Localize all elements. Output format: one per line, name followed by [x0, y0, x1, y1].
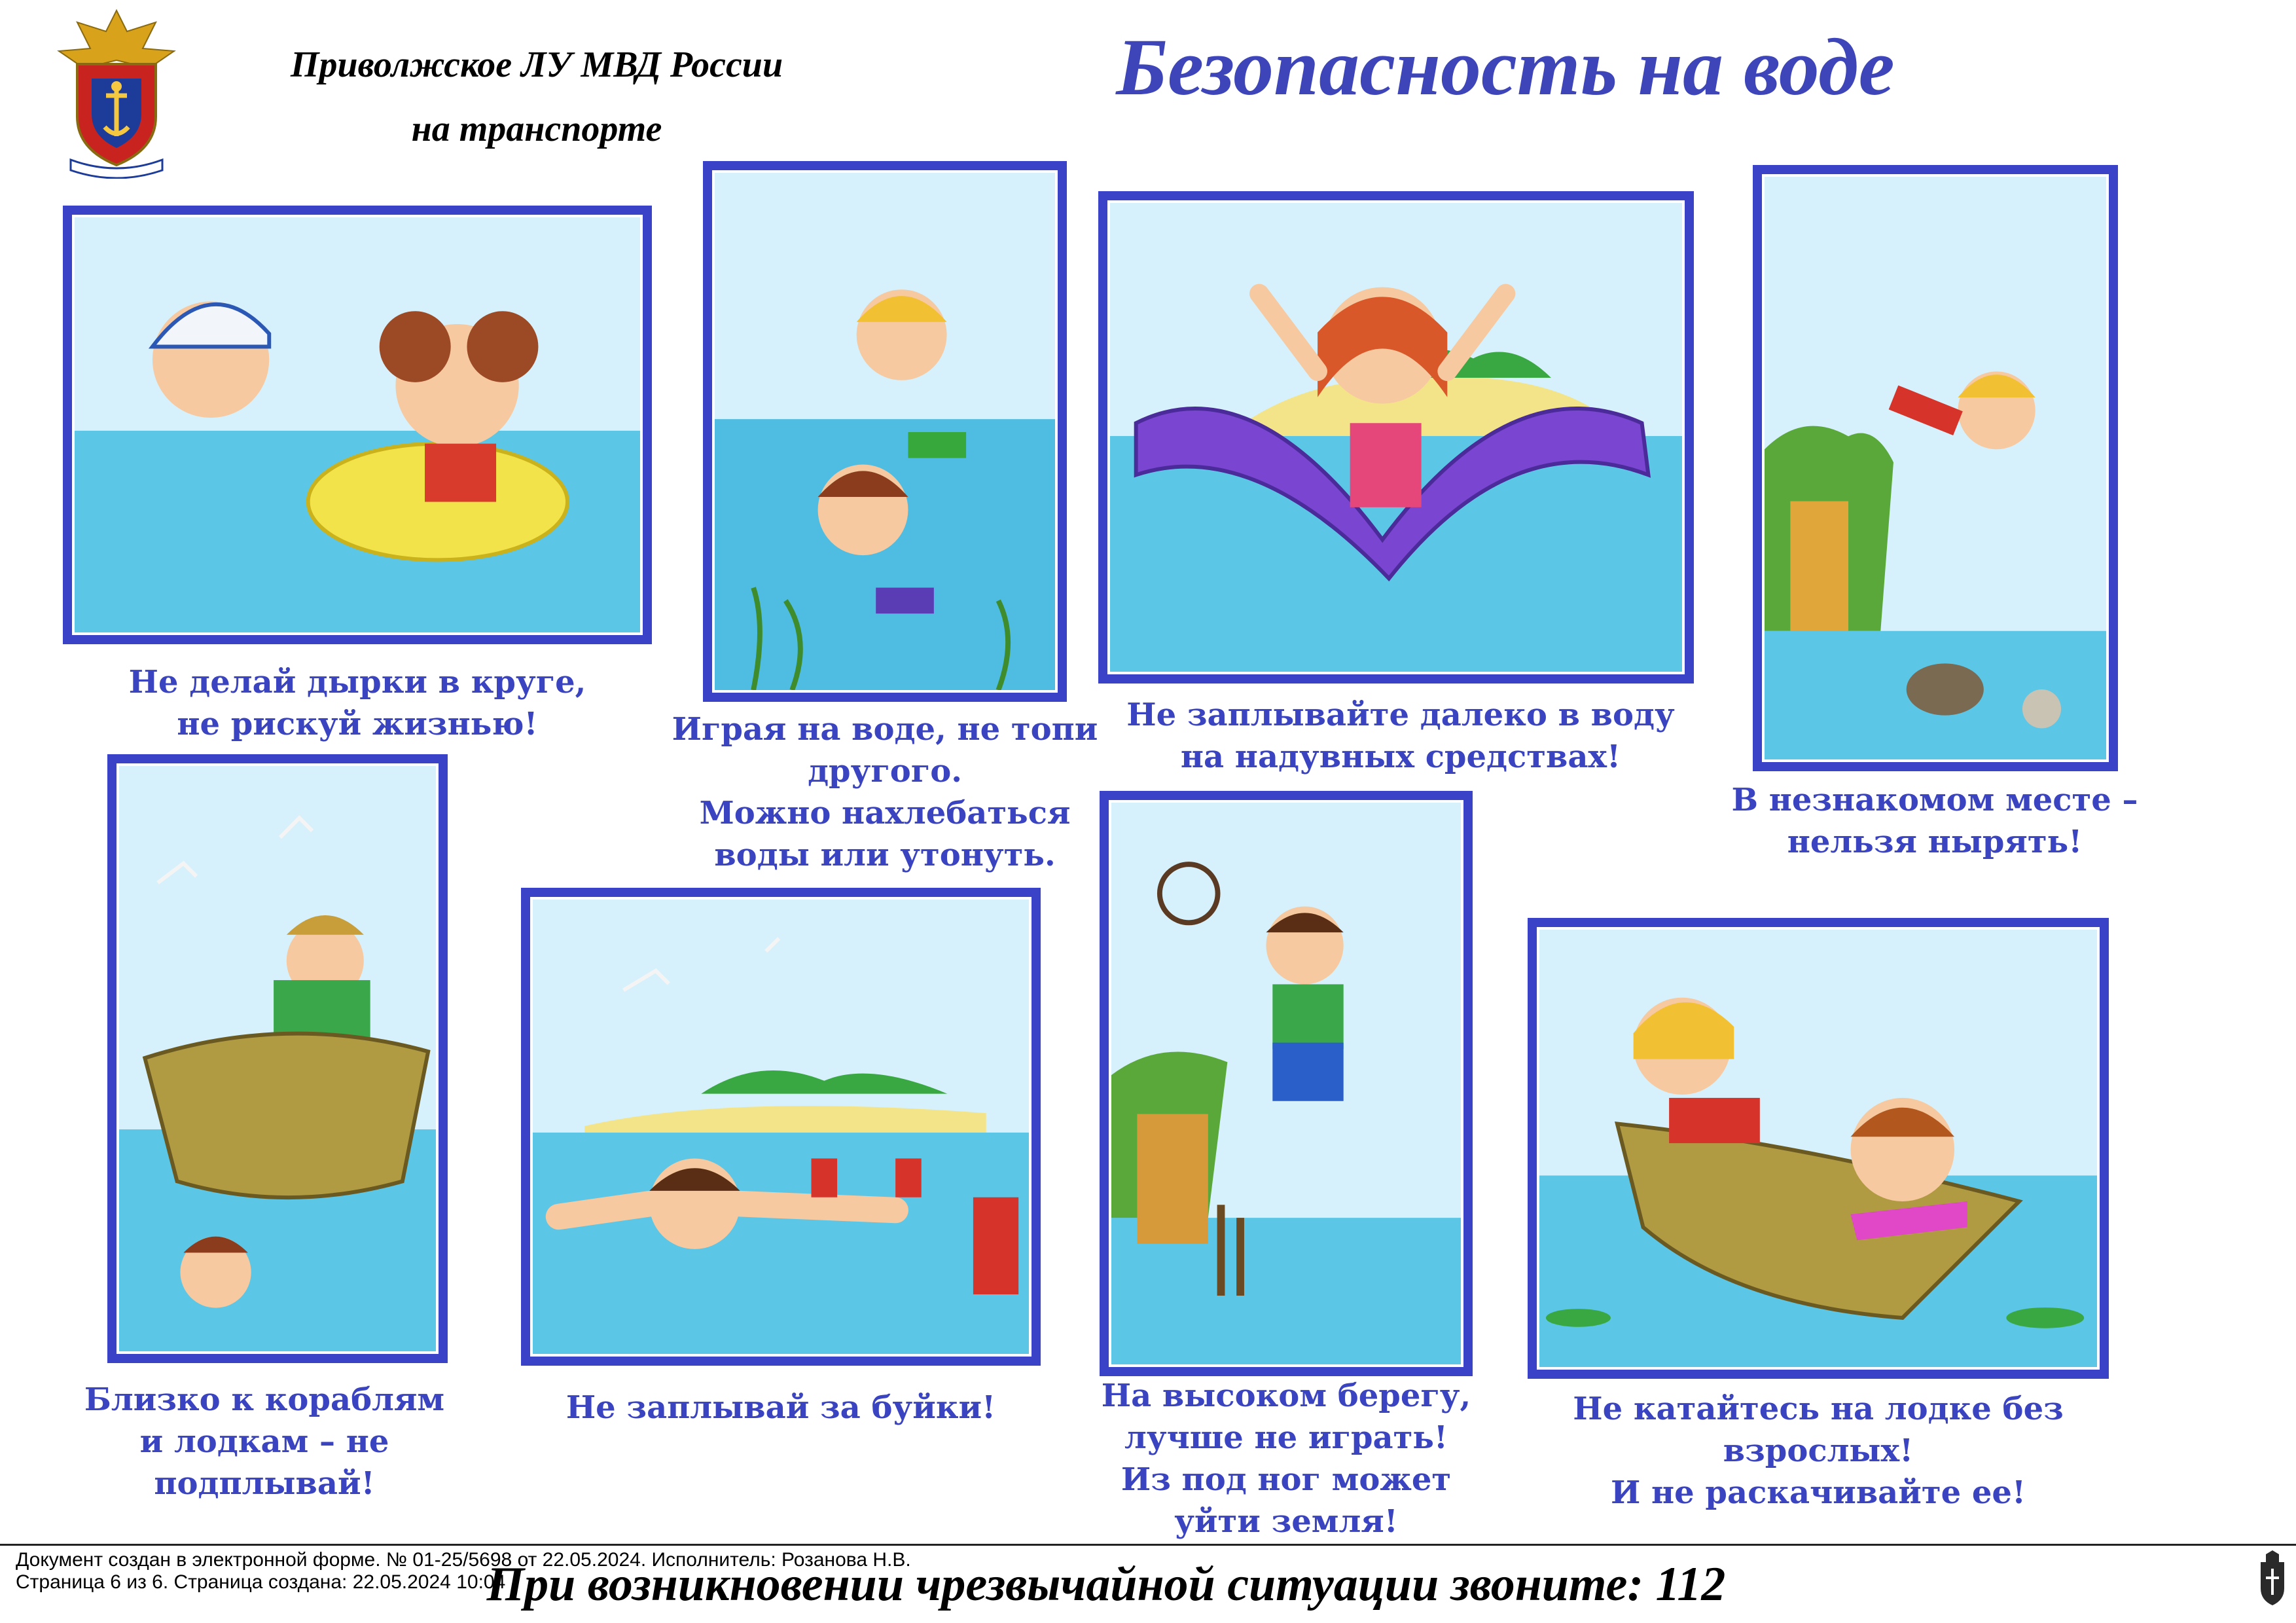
caption-line: уйти земля!: [1174, 1503, 1398, 1540]
poster-title: Безопасность на воде: [1116, 22, 1895, 112]
footer-divider: [0, 1544, 2296, 1546]
caption-line: подплывай!: [154, 1465, 375, 1502]
caption-line: И не раскачивайте ее!: [1610, 1474, 2026, 1511]
caption-line: На высоком берегу,: [1101, 1377, 1471, 1414]
caption-buoys: [521, 1387, 1041, 1429]
mvd-emblem-icon: [51, 5, 182, 179]
illustration-high-bank: [1100, 791, 1473, 1376]
caption-rocking-boat: [1528, 1388, 2109, 1514]
caption-line: на надувных средствах!: [1180, 739, 1621, 775]
caption-line: воды или утонуть.: [714, 837, 1056, 873]
caption-line: не рискуй жизнью!: [177, 706, 538, 742]
caption-inflatable-mattress: [1073, 694, 1728, 778]
caption-boat-rowing: [35, 1379, 493, 1504]
document-metadata-line-2: Страница 6 из 6. Страница создана: 22.05.2024 10:04: [16, 1571, 506, 1593]
caption-line: В незнакомом месте –: [1731, 782, 2138, 818]
caption-line: Не заплывайте далеко в воду: [1126, 697, 1675, 733]
caption-line: взрослых!: [1723, 1432, 1914, 1469]
illustration-dunking: [703, 161, 1067, 702]
caption-line: Не катайтесь на лодке без: [1573, 1391, 2064, 1427]
caption-dunking: [627, 708, 1143, 876]
organization-name-line-1: Приволжское ЛУ МВД России: [290, 45, 783, 85]
organization-name: [223, 33, 851, 161]
caption-line: другого.: [808, 753, 962, 790]
illustration-diving: [1753, 165, 2118, 771]
caption-line: Не делай дырки в круге,: [128, 664, 586, 701]
illustration-boat-rowing: [107, 754, 448, 1363]
coat-of-arms-icon: [2255, 1549, 2289, 1607]
illustration-inflatable-mattress: [1098, 191, 1694, 684]
caption-line: Играя на воде, не топи: [672, 711, 1098, 748]
caption-diving: [1706, 779, 2164, 863]
caption-line: лучше не играть!: [1124, 1419, 1448, 1456]
caption-line: Можно нахлебаться: [699, 795, 1071, 831]
document-metadata-line-1: Документ создан в электронной форме. № 01-25/5698 от 22.05.2024. Исполнитель: Розанова Н.В.: [16, 1549, 911, 1571]
organization-name-line-2: на транспорте: [411, 109, 662, 149]
caption-high-bank: [1067, 1375, 1505, 1542]
caption-line: нельзя нырять!: [1787, 824, 2083, 860]
emergency-number-notice: При возникновении чрезвычайной ситуации звоните: 112: [486, 1558, 1726, 1611]
caption-swim-ring: [63, 661, 652, 745]
caption-line: Из под ног может: [1121, 1461, 1452, 1498]
caption-line: и лодкам – не: [139, 1423, 389, 1460]
caption-line: Не заплывай за буйки!: [565, 1389, 996, 1426]
caption-line: Близко к кораблям: [84, 1381, 445, 1418]
illustration-rocking-boat: [1528, 918, 2109, 1379]
illustration-swim-ring: [63, 206, 652, 644]
illustration-buoys: [521, 888, 1041, 1366]
